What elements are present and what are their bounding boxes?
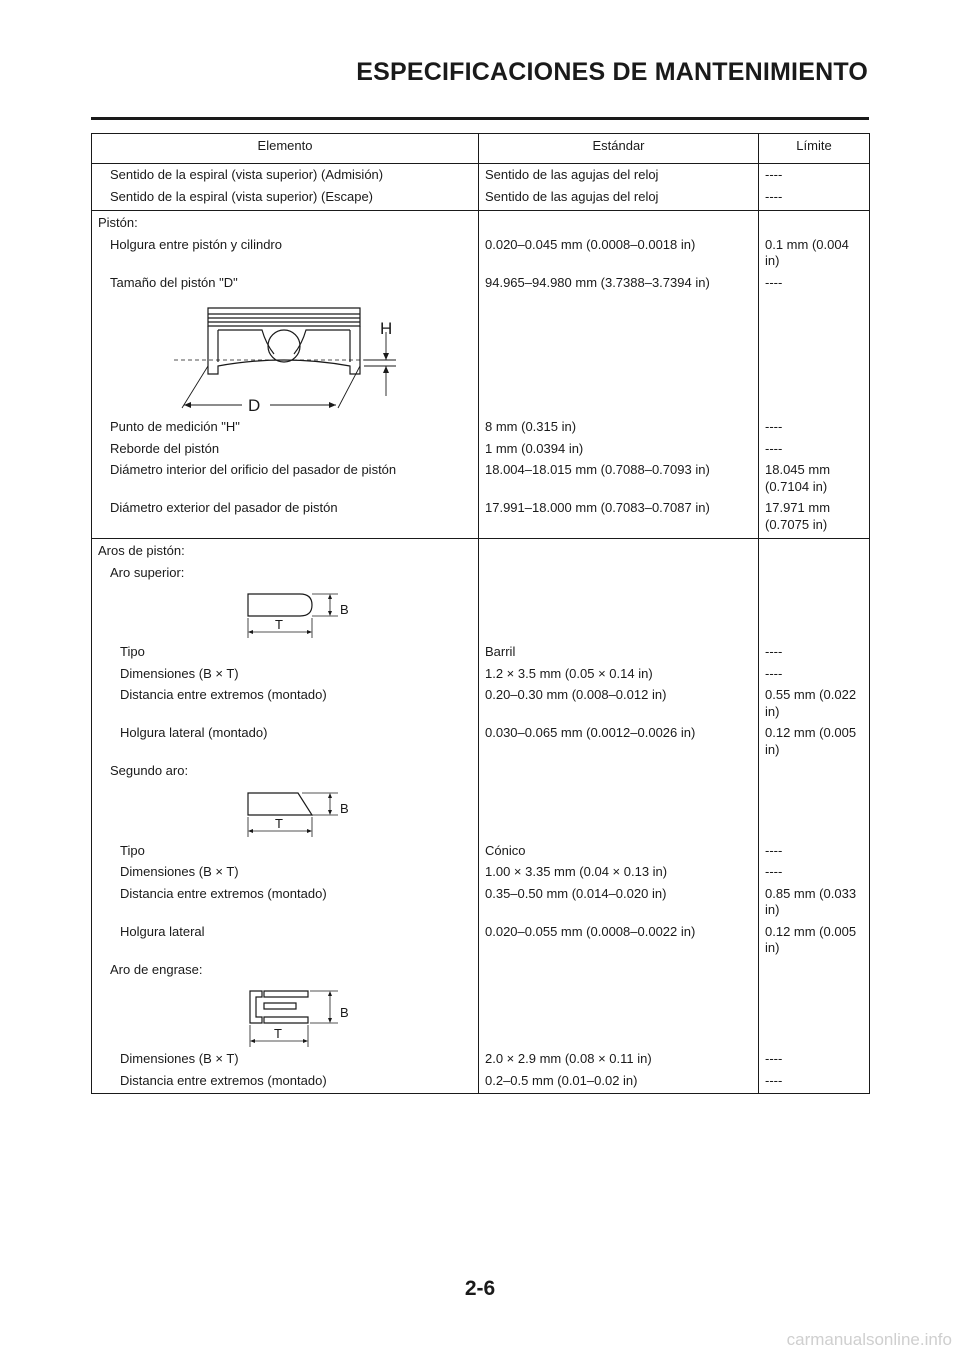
table-row — [92, 1073, 870, 1094]
cell-limit: ---- — [759, 441, 870, 463]
cell-standard: 94.965–94.980 mm (3.7388–3.7394 in) — [479, 275, 759, 297]
cell-limit: ---- — [759, 644, 870, 666]
table-row — [92, 565, 870, 587]
cell-limit: ---- — [759, 189, 870, 211]
cell-element: Sentido de la espiral (vista superior) (Admisión) — [92, 164, 479, 189]
cell-limit: 0.55 mm (0.022 in) — [759, 687, 870, 725]
cell-standard: 1 mm (0.0394 in) — [479, 441, 759, 463]
label-d: D — [248, 396, 261, 415]
figure-row — [92, 785, 870, 843]
cell-standard: 0.20–0.30 mm (0.008–0.012 in) — [479, 687, 759, 725]
cell-limit: ---- — [759, 275, 870, 297]
cell-limit: ---- — [759, 164, 870, 189]
watermark: carmanualsonline.info — [786, 1330, 952, 1349]
cell-limit: ---- — [759, 864, 870, 886]
subheading-top-ring: Aro superior: — [92, 565, 479, 587]
cell-standard: 0.020–0.055 mm (0.0008–0.0022 in) — [479, 924, 759, 962]
table-row — [92, 1051, 870, 1073]
table-row — [92, 237, 870, 275]
label-t: T — [275, 815, 283, 831]
col-header-standard: Estándar — [479, 134, 759, 164]
table-row — [92, 725, 870, 763]
figure-row — [92, 586, 870, 644]
cell-element: Diámetro interior del orificio del pasador de pistón — [92, 462, 479, 500]
table-row — [92, 924, 870, 962]
cell-limit: 0.1 mm (0.004 in) — [759, 237, 870, 275]
cell-element: Reborde del pistón — [92, 441, 479, 463]
cell-element: Tipo — [92, 644, 479, 666]
table-row — [92, 419, 870, 441]
cell-standard: Sentido de las agujas del reloj — [479, 189, 759, 211]
table-row — [92, 687, 870, 725]
label-t: T — [275, 617, 283, 632]
table-row — [92, 886, 870, 924]
table-row — [92, 763, 870, 785]
table-row — [92, 164, 870, 189]
cell-standard: 18.004–18.015 mm (0.7088–0.7093 in) — [479, 462, 759, 500]
table-row — [92, 666, 870, 688]
spec-table — [91, 133, 870, 1094]
cell-limit: ---- — [759, 1073, 870, 1094]
cell-element: Distancia entre extremos (montado) — [92, 687, 479, 725]
cell-limit: 0.12 mm (0.005 in) — [759, 924, 870, 962]
cell-element: Punto de medición "H" — [92, 419, 479, 441]
cell-standard: 17.991–18.000 mm (0.7083–0.7087 in) — [479, 500, 759, 539]
group-heading-piston: Pistón: — [92, 211, 479, 237]
cell-standard: 1.2 × 3.5 mm (0.05 × 0.14 in) — [479, 666, 759, 688]
top-ring-diagram — [242, 590, 372, 642]
cell-standard: 0.2–0.5 mm (0.01–0.02 in) — [479, 1073, 759, 1094]
label-h: H — [380, 319, 393, 338]
table-row — [92, 211, 870, 237]
page-title: ESPECIFICACIONES DE MANTENIMIENTO — [356, 58, 868, 86]
cell-limit: 17.971 mm (0.7075 in) — [759, 500, 870, 539]
cell-standard: Cónico — [479, 843, 759, 865]
cell-standard: 0.35–0.50 mm (0.014–0.020 in) — [479, 886, 759, 924]
cell-element: Distancia entre extremos (montado) — [92, 886, 479, 924]
cell-limit: 18.045 mm (0.7104 in) — [759, 462, 870, 500]
subheading-oil-ring: Aro de engrase: — [92, 962, 479, 984]
table-row — [92, 864, 870, 886]
cell-standard: 8 mm (0.315 in) — [479, 419, 759, 441]
cell-element: Diámetro exterior del pasador de pistón — [92, 500, 479, 539]
label-t: T — [274, 1026, 282, 1041]
cell-limit: ---- — [759, 419, 870, 441]
table-row — [92, 843, 870, 865]
cell-limit: 0.85 mm (0.033 in) — [759, 886, 870, 924]
label-b: B — [340, 602, 349, 617]
cell-limit: ---- — [759, 843, 870, 865]
label-b: B — [340, 800, 349, 816]
col-header-element: Elemento — [92, 134, 479, 164]
cell-standard: 1.00 × 3.35 mm (0.04 × 0.13 in) — [479, 864, 759, 886]
cell-element: Holgura entre pistón y cilindro — [92, 237, 479, 275]
oil-ring-diagram — [242, 987, 372, 1051]
subheading-second-ring: Segundo aro: — [92, 763, 479, 785]
table-row — [92, 962, 870, 984]
cell-element: Distancia entre extremos (montado) — [92, 1073, 479, 1094]
table-row — [92, 441, 870, 463]
cell-element: Dimensiones (B × T) — [92, 666, 479, 688]
title-rule — [91, 117, 869, 120]
group-heading-rings: Aros de pistón: — [92, 539, 479, 565]
cell-element: Holgura lateral — [92, 924, 479, 962]
second-ring-diagram — [242, 789, 372, 841]
cell-element: Tipo — [92, 843, 479, 865]
figure-row — [92, 296, 870, 419]
cell-element: Dimensiones (B × T) — [92, 1051, 479, 1073]
cell-element: Tamaño del pistón "D" — [92, 275, 479, 297]
table-row — [92, 500, 870, 539]
figure-row — [92, 983, 870, 1051]
table-row — [92, 644, 870, 666]
col-header-limit: Límite — [759, 134, 870, 164]
cell-standard: 0.020–0.045 mm (0.0008–0.0018 in) — [479, 237, 759, 275]
cell-limit: ---- — [759, 1051, 870, 1073]
cell-standard: Barril — [479, 644, 759, 666]
table-row — [92, 462, 870, 500]
cell-standard: Sentido de las agujas del reloj — [479, 164, 759, 189]
cell-standard: 0.030–0.065 mm (0.0012–0.0026 in) — [479, 725, 759, 763]
cell-limit: 0.12 mm (0.005 in) — [759, 725, 870, 763]
table-row — [92, 539, 870, 565]
cell-element: Dimensiones (B × T) — [92, 864, 479, 886]
table-row — [92, 275, 870, 297]
cell-limit: ---- — [759, 666, 870, 688]
cell-element: Holgura lateral (montado) — [92, 725, 479, 763]
piston-diagram — [174, 304, 404, 419]
cell-standard: 2.0 × 2.9 mm (0.08 × 0.11 in) — [479, 1051, 759, 1073]
label-b: B — [340, 1005, 349, 1020]
table-header-row — [92, 134, 870, 164]
page-number: 2-6 — [464, 1277, 496, 1300]
table-row — [92, 189, 870, 211]
cell-element: Sentido de la espiral (vista superior) (Escape) — [92, 189, 479, 211]
